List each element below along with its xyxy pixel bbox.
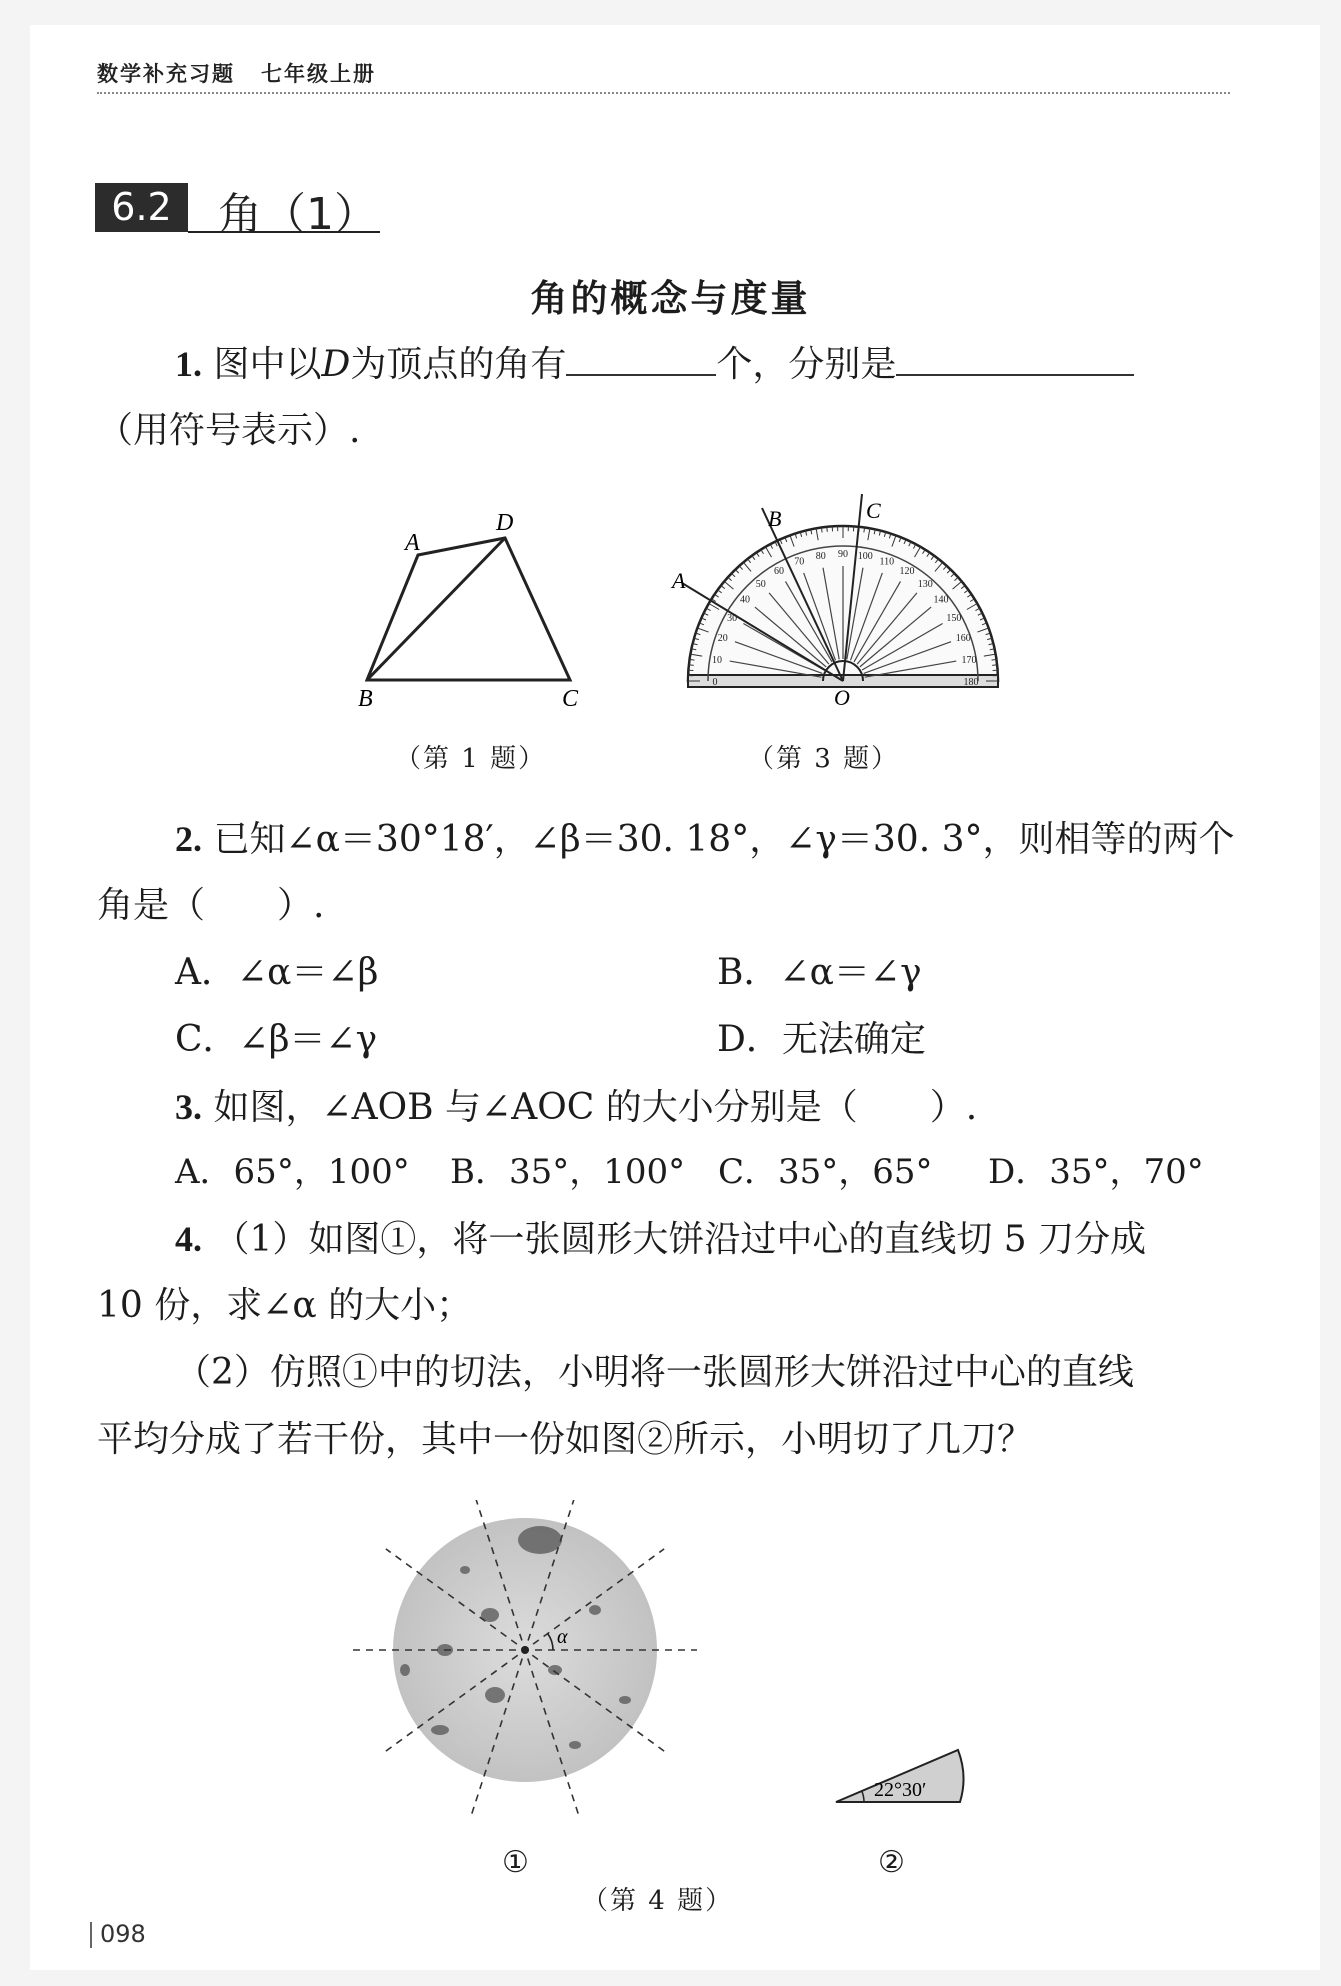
figure-1-caption: （第 1 题） bbox=[395, 744, 547, 774]
q4-p1a: （1）如图①，将一张圆形大饼沿过中心的直线切 5 刀分成 bbox=[213, 1219, 1147, 1260]
q1-blank-count[interactable] bbox=[566, 346, 716, 376]
protractor-scale-label: 0 bbox=[712, 677, 718, 688]
q2-option-c[interactable]: C．∠β＝∠γ bbox=[175, 1019, 378, 1060]
section-underline bbox=[188, 231, 380, 233]
figure-3-caption: （第 3 题） bbox=[748, 744, 900, 774]
q1-line1 bbox=[175, 342, 1134, 387]
protractor-tick bbox=[821, 528, 822, 533]
q2-option-d[interactable]: D．无法确定 bbox=[717, 1019, 926, 1060]
protractor-tick bbox=[992, 665, 997, 666]
protractor-tick bbox=[827, 527, 828, 532]
sector-angle-label: 22°30′ bbox=[874, 1779, 927, 1801]
label-a: A bbox=[672, 568, 686, 593]
protractor-scale-label: 110 bbox=[879, 556, 895, 568]
protractor-scale-label: 140 bbox=[933, 594, 949, 606]
q4-line1 bbox=[175, 1217, 1146, 1262]
protractor-tick bbox=[690, 659, 695, 660]
page-number-bar bbox=[90, 1922, 92, 1948]
label-d: D bbox=[496, 510, 514, 536]
q2-text: 已知∠α＝30°18′，∠β＝30. 18°，∠γ＝30. 3°，则相等的两个 bbox=[213, 819, 1235, 860]
q2-line1 bbox=[175, 817, 1234, 862]
q3-number: 3. bbox=[175, 1087, 202, 1127]
q2-number: 2. bbox=[175, 819, 202, 859]
figure-3-protractor bbox=[668, 488, 1008, 708]
figure-4-cake bbox=[345, 1500, 705, 1830]
protractor-tick bbox=[689, 665, 694, 666]
q1-blank-angles[interactable] bbox=[896, 346, 1134, 376]
book-title: 数学补充习题 bbox=[97, 62, 235, 86]
diagonal-bd bbox=[367, 538, 505, 680]
q3-option-c[interactable]: C．35°，65° bbox=[718, 1152, 933, 1192]
protractor-scale-label: 100 bbox=[857, 550, 873, 562]
protractor-scale-label: 60 bbox=[774, 566, 784, 578]
label-b: B bbox=[358, 686, 373, 710]
protractor-scale-label: 180 bbox=[963, 677, 979, 688]
q1-text-b: 为顶点的角有 bbox=[350, 344, 567, 385]
label-b: B bbox=[768, 506, 782, 531]
q3-option-a[interactable]: A．65°，100° bbox=[175, 1152, 410, 1192]
q3-option-b[interactable]: B．35°，100° bbox=[450, 1152, 686, 1192]
label-o: O bbox=[834, 685, 850, 708]
q3-text: 如图，∠AOB 与∠AOC 的大小分别是（ ）. bbox=[213, 1087, 978, 1128]
protractor-scale-label: 160 bbox=[955, 633, 971, 645]
q3-option-d[interactable]: D．35°，70° bbox=[988, 1152, 1204, 1192]
label-c: C bbox=[562, 686, 579, 710]
section-title: 角（1） bbox=[218, 189, 378, 240]
protractor-scale-label: 40 bbox=[739, 594, 750, 606]
header-divider bbox=[97, 92, 1230, 94]
grade-label: 七年级上册 bbox=[261, 62, 376, 86]
protractor-scale-label: 90 bbox=[838, 549, 848, 560]
q4-line4: 平均分成了若干份，其中一份如图②所示，小明切了几刀？ bbox=[97, 1419, 1034, 1460]
figure-4-label-2: ② bbox=[878, 1845, 905, 1880]
q2-option-b[interactable]: B．∠α＝∠γ bbox=[717, 952, 922, 993]
protractor bbox=[688, 526, 998, 688]
protractor-scale-label: 130 bbox=[917, 578, 933, 590]
label-a: A bbox=[405, 530, 420, 556]
label-c: C bbox=[866, 498, 881, 523]
figure-4-sector bbox=[830, 1740, 980, 1810]
q1-line2: （用符号表示）. bbox=[97, 410, 361, 451]
protractor-scale-label: 150 bbox=[946, 613, 962, 624]
protractor-scale-label: 80 bbox=[815, 550, 826, 562]
protractor-tick bbox=[992, 659, 997, 660]
q2-option-a[interactable]: A．∠α＝∠β bbox=[175, 952, 379, 993]
cake-center bbox=[521, 1646, 529, 1654]
protractor-scale-label: 10 bbox=[711, 654, 722, 666]
subsection-title: 角的概念与度量 bbox=[530, 277, 811, 320]
section-number: 6.2 bbox=[95, 183, 188, 232]
protractor-scale-label: 120 bbox=[899, 566, 915, 578]
quadrilateral-abcd bbox=[367, 538, 570, 680]
q1-number: 1. bbox=[175, 344, 202, 384]
protractor-tick bbox=[864, 528, 865, 533]
q4-line3: （2）仿照①中的切法，小明将一张圆形大饼沿过中心的直线 bbox=[175, 1352, 1134, 1393]
q2-line2: 角是（ ）. bbox=[97, 885, 325, 926]
q4-number: 4. bbox=[175, 1219, 202, 1259]
protractor-scale-label: 30 bbox=[727, 613, 738, 624]
q1-text-c: 个，分别是 bbox=[716, 344, 897, 385]
figure-4-caption: （第 4 题） bbox=[582, 1886, 734, 1916]
protractor-scale-label: 70 bbox=[794, 556, 805, 568]
running-header bbox=[97, 58, 402, 88]
protractor-scale-label: 20 bbox=[717, 633, 728, 645]
protractor-scale-label: 170 bbox=[961, 654, 977, 666]
q3-line1 bbox=[175, 1085, 977, 1130]
figure-4-label-1: ① bbox=[502, 1845, 529, 1880]
q1-var: D bbox=[321, 344, 351, 385]
q4-line2: 10 份，求∠α 的大小； bbox=[97, 1285, 473, 1326]
alpha-label: α bbox=[557, 1626, 568, 1648]
page-number: 098 bbox=[100, 1920, 146, 1948]
protractor-scale-label: 50 bbox=[755, 578, 766, 590]
figure-1-quadrilateral bbox=[340, 500, 600, 710]
q1-text-a: 图中以 bbox=[213, 344, 322, 385]
